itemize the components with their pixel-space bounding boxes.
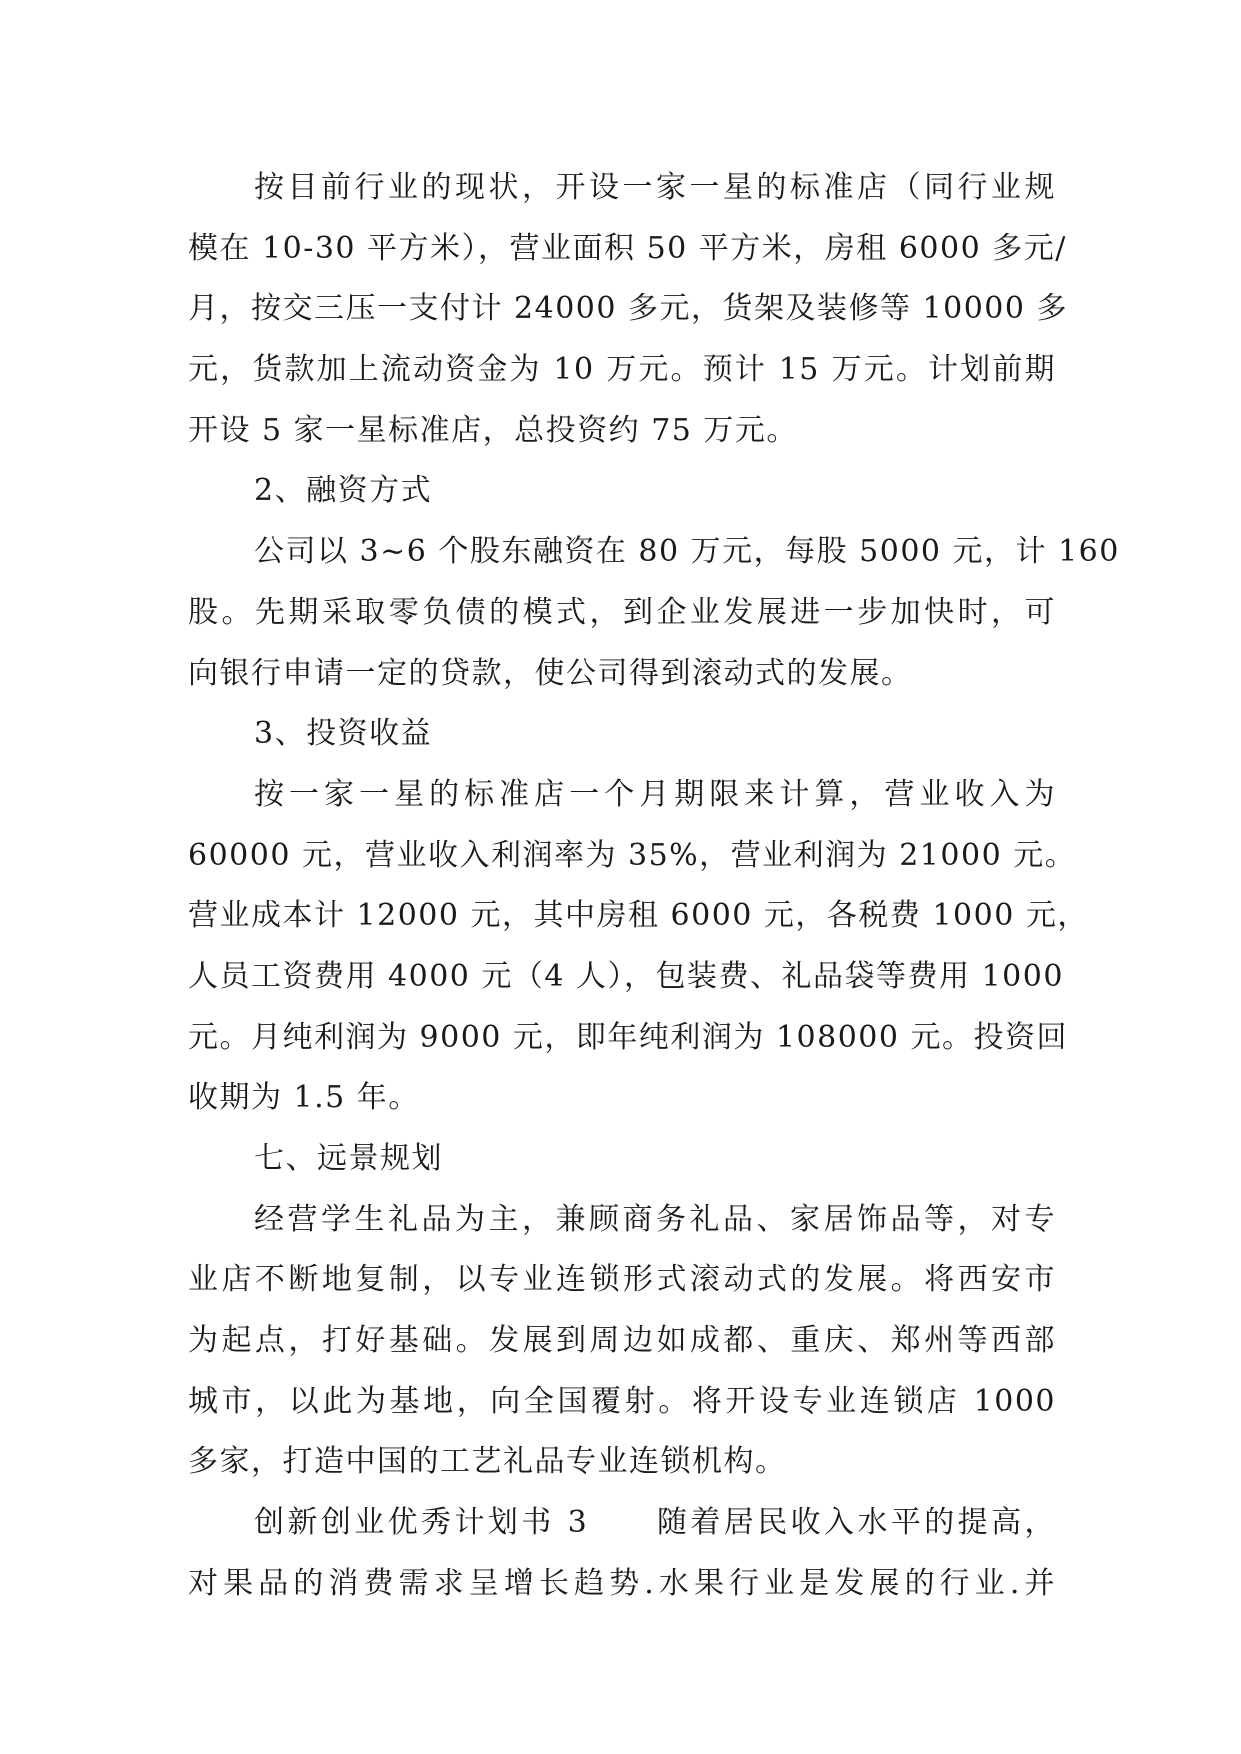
text-line: 元。月纯利润为 9000 元，即年纯利润为 108000 元。投资回 — [188, 1019, 1069, 1055]
text-line: 60000 元，营业收入利润率为 35%，营业利润为 21000 元。 — [188, 837, 1077, 873]
text-line: 元，货款加上流动资金为 10 万元。预计 15 万元。计划前期 — [188, 352, 1056, 388]
text-line: 城市，以此为基地，向全国覆射。将开设专业连锁店 1000 — [188, 1383, 1056, 1419]
text-line: 月，按交三压一支付计 24000 多元，货架及装修等 10000 多 — [188, 291, 1069, 327]
text-line: 股。先期采取零负债的模式，到企业发展进一步加快时，可 — [188, 594, 1056, 630]
text-line: 按目前行业的现状，开设一家一星的标准店（同行业规 — [254, 170, 1056, 205]
text-line: 模在 10-30 平方米），营业面积 50 平方米，房租 6000 多元/ — [188, 230, 1067, 266]
text-line: 开设 5 家一星标准店，总投资约 75 万元。 — [188, 412, 798, 448]
text-line: 按一家一星的标准店一个月期限来计算，营业收入为 — [254, 776, 1056, 812]
text-line: 向银行申请一定的贷款，使公司得到滚动式的发展。 — [188, 655, 913, 691]
text-line: 创新创业优秀计划书 3 随着居民收入水平的提高， — [254, 1505, 1056, 1541]
text-line: 业店不断地复制，以专业连锁形式滚动式的发展。将西安市 — [188, 1262, 1056, 1298]
section-heading: 2、融资方式 — [254, 473, 433, 509]
document-body — [188, 158, 1120, 1615]
text-line: 多家，打造中国的工艺礼品专业连锁机构。 — [188, 1444, 787, 1480]
text-line: 收期为 1.5 年。 — [188, 1080, 420, 1116]
text-line: 人员工资费用 4000 元（4 人），包装费、礼品袋等费用 1000 — [188, 958, 1064, 994]
text-line: 为起点，打好基础。发展到周边如成都、重庆、郑州等西部 — [188, 1323, 1056, 1359]
text-line: 经营学生礼品为主，兼顾商务礼品、家居饰品等，对专 — [254, 1201, 1056, 1237]
section-heading: 七、远景规划 — [254, 1141, 443, 1176]
text-line: 对果品的消费需求呈增长趋势.水果行业是发展的行业.并 — [188, 1565, 1056, 1601]
text-line: 公司以 3~6 个股东融资在 80 万元，每股 5000 元，计 160 — [254, 534, 1120, 570]
text-line: 营业成本计 12000 元，其中房租 6000 元，各税费 1000 元， — [188, 898, 1089, 934]
section-heading: 3、投资收益 — [254, 716, 433, 752]
